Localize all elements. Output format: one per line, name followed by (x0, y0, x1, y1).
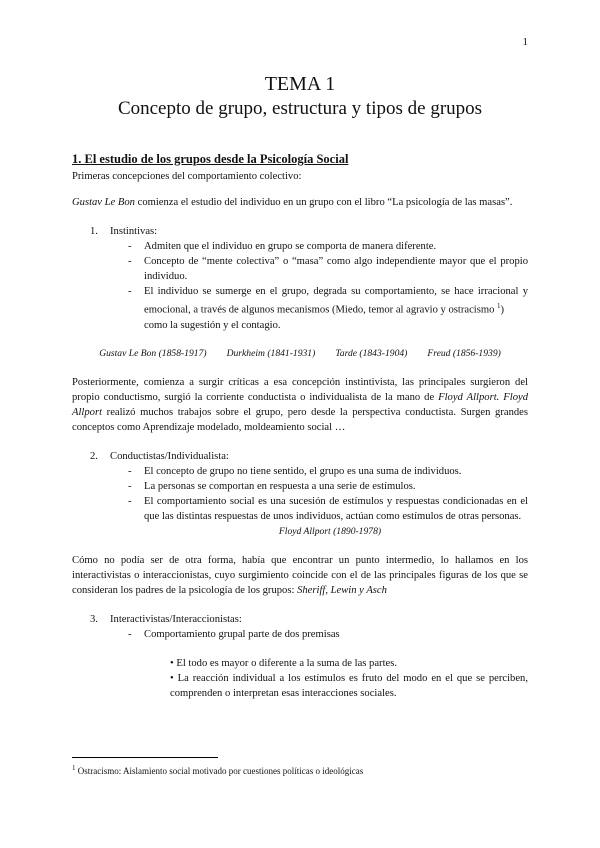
allport-author: Floyd Allport (1890-1978) (278, 525, 382, 537)
list-item: - El comportamiento social es una sucesión de estímulos y respuestas condicionadas en el que las distintas respuestas de unos individuos, actúan como estímulos de otras personas. (128, 494, 528, 524)
premise-item: • La reacción individual a los estímulos es fruto del modo en el que se perciben, comprenden o interpretan esas interacciones sociales. (170, 672, 528, 699)
list-item: - El concepto de grupo no tiene sentido, el grupo es una suma de individuos. (128, 464, 528, 479)
section-heading: 1. El estudio de los grupos desde la Psicología Social (72, 152, 349, 166)
paragraph-text: Posteriormente, comienza a surgir críticas a esa concepción instintivista, las principales surgieron del propio conductismo, surgió la corriente conductista o individualista de la mano de (72, 376, 528, 403)
closing-paren: ) (500, 304, 505, 316)
paragraph-text: Cómo no podía ser de otra forma, había que encontrar un punto intermedio, lo hallamos en los interactivistas o interaccionistas, cuyo surgimiento coincide con el de las principales figuras de los que se consideran los padres de la psicología de los grupos: (72, 554, 528, 596)
intro-text: Primeras concepciones del comportamiento colectivo: (72, 171, 302, 182)
lebon-text: comienza el estudio del individuo en un grupo con el libro “La psicología de las masas”. (134, 197, 513, 208)
author: Freud (1856-1939) (427, 347, 501, 359)
list-item-conductistas (90, 449, 528, 464)
list-item: - La personas se comportan en respuesta a una serie de estímulos. (128, 479, 528, 494)
bullet-text: El individuo se sumerge en el grupo, degrada su comportamiento, se hace irracional y emocional, a través de algunos mecanismos (Miedo, temor al agravio y ostracismo (144, 286, 528, 316)
page-subtitle: Concepto de grupo, estructura y tipos de grupos (117, 98, 483, 119)
footnote-text: Ostracismo: Aislamiento social motivado por cuestiones políticas o ideológicas (75, 766, 364, 776)
item-label: Conductistas/Individualista: (110, 450, 229, 462)
premises-list (170, 656, 528, 701)
lebon-paragraph (72, 195, 528, 210)
author: Tarde (1843-1904) (335, 347, 408, 359)
item-number: 3. (90, 613, 98, 625)
paragraph-interaccionistas (72, 553, 528, 598)
item-number: 2. (90, 450, 98, 462)
paragraph-text: realizó muchos trabajos sobre el grupo, pero desde la perspectiva conductista. Surgen grandes conceptos como Aprendizaje modelado, moldeamiento social … (72, 406, 528, 433)
paragraph-conductismo (72, 375, 528, 435)
list-item-instintivas (90, 224, 528, 239)
list-item: - Concepto de “mente colectiva” o “masa” como algo independiente mayor que el propio individuo. (128, 254, 528, 284)
premise-item: • El todo es mayor o diferente a la suma de las partes. (170, 657, 397, 669)
footnote-divider (72, 757, 218, 758)
author: Gustav Le Bon (1858-1917) (99, 347, 207, 359)
footnote-reference: 1 (497, 302, 501, 310)
interactivistas-bullets (72, 627, 528, 642)
item-label: Instintivas: (110, 226, 158, 237)
list-item: - Comportamiento grupal parte de dos premisas (128, 627, 528, 642)
footnote-number: 1 (72, 764, 76, 772)
authors-line (72, 346, 528, 361)
instintivas-bullets (72, 239, 528, 333)
allport-name: Floyd Allport (72, 391, 528, 418)
bullet-text-continued: como la sugestión y el contagio. (144, 319, 281, 331)
footnote (72, 764, 363, 776)
item-number: 1. (90, 226, 98, 237)
list-item: - Admiten que el individuo en grupo se comporta de manera diferente. (128, 239, 528, 254)
allport-name: Floyd Allport. (438, 391, 500, 403)
author: Durkheim (1841-1931) (226, 347, 316, 359)
lebon-name: Gustav Le Bon (72, 197, 135, 208)
authors-names: Sheriff, Lewin y Asch (297, 584, 387, 596)
main-content (72, 152, 528, 701)
page-number: 1 (522, 36, 528, 48)
list-item (128, 284, 528, 333)
conductistas-bullets (72, 464, 528, 524)
item-label: Interactivistas/Interaccionistas: (110, 613, 242, 625)
list-item-interactivistas (90, 612, 528, 627)
page-title: TEMA 1 (264, 73, 336, 95)
